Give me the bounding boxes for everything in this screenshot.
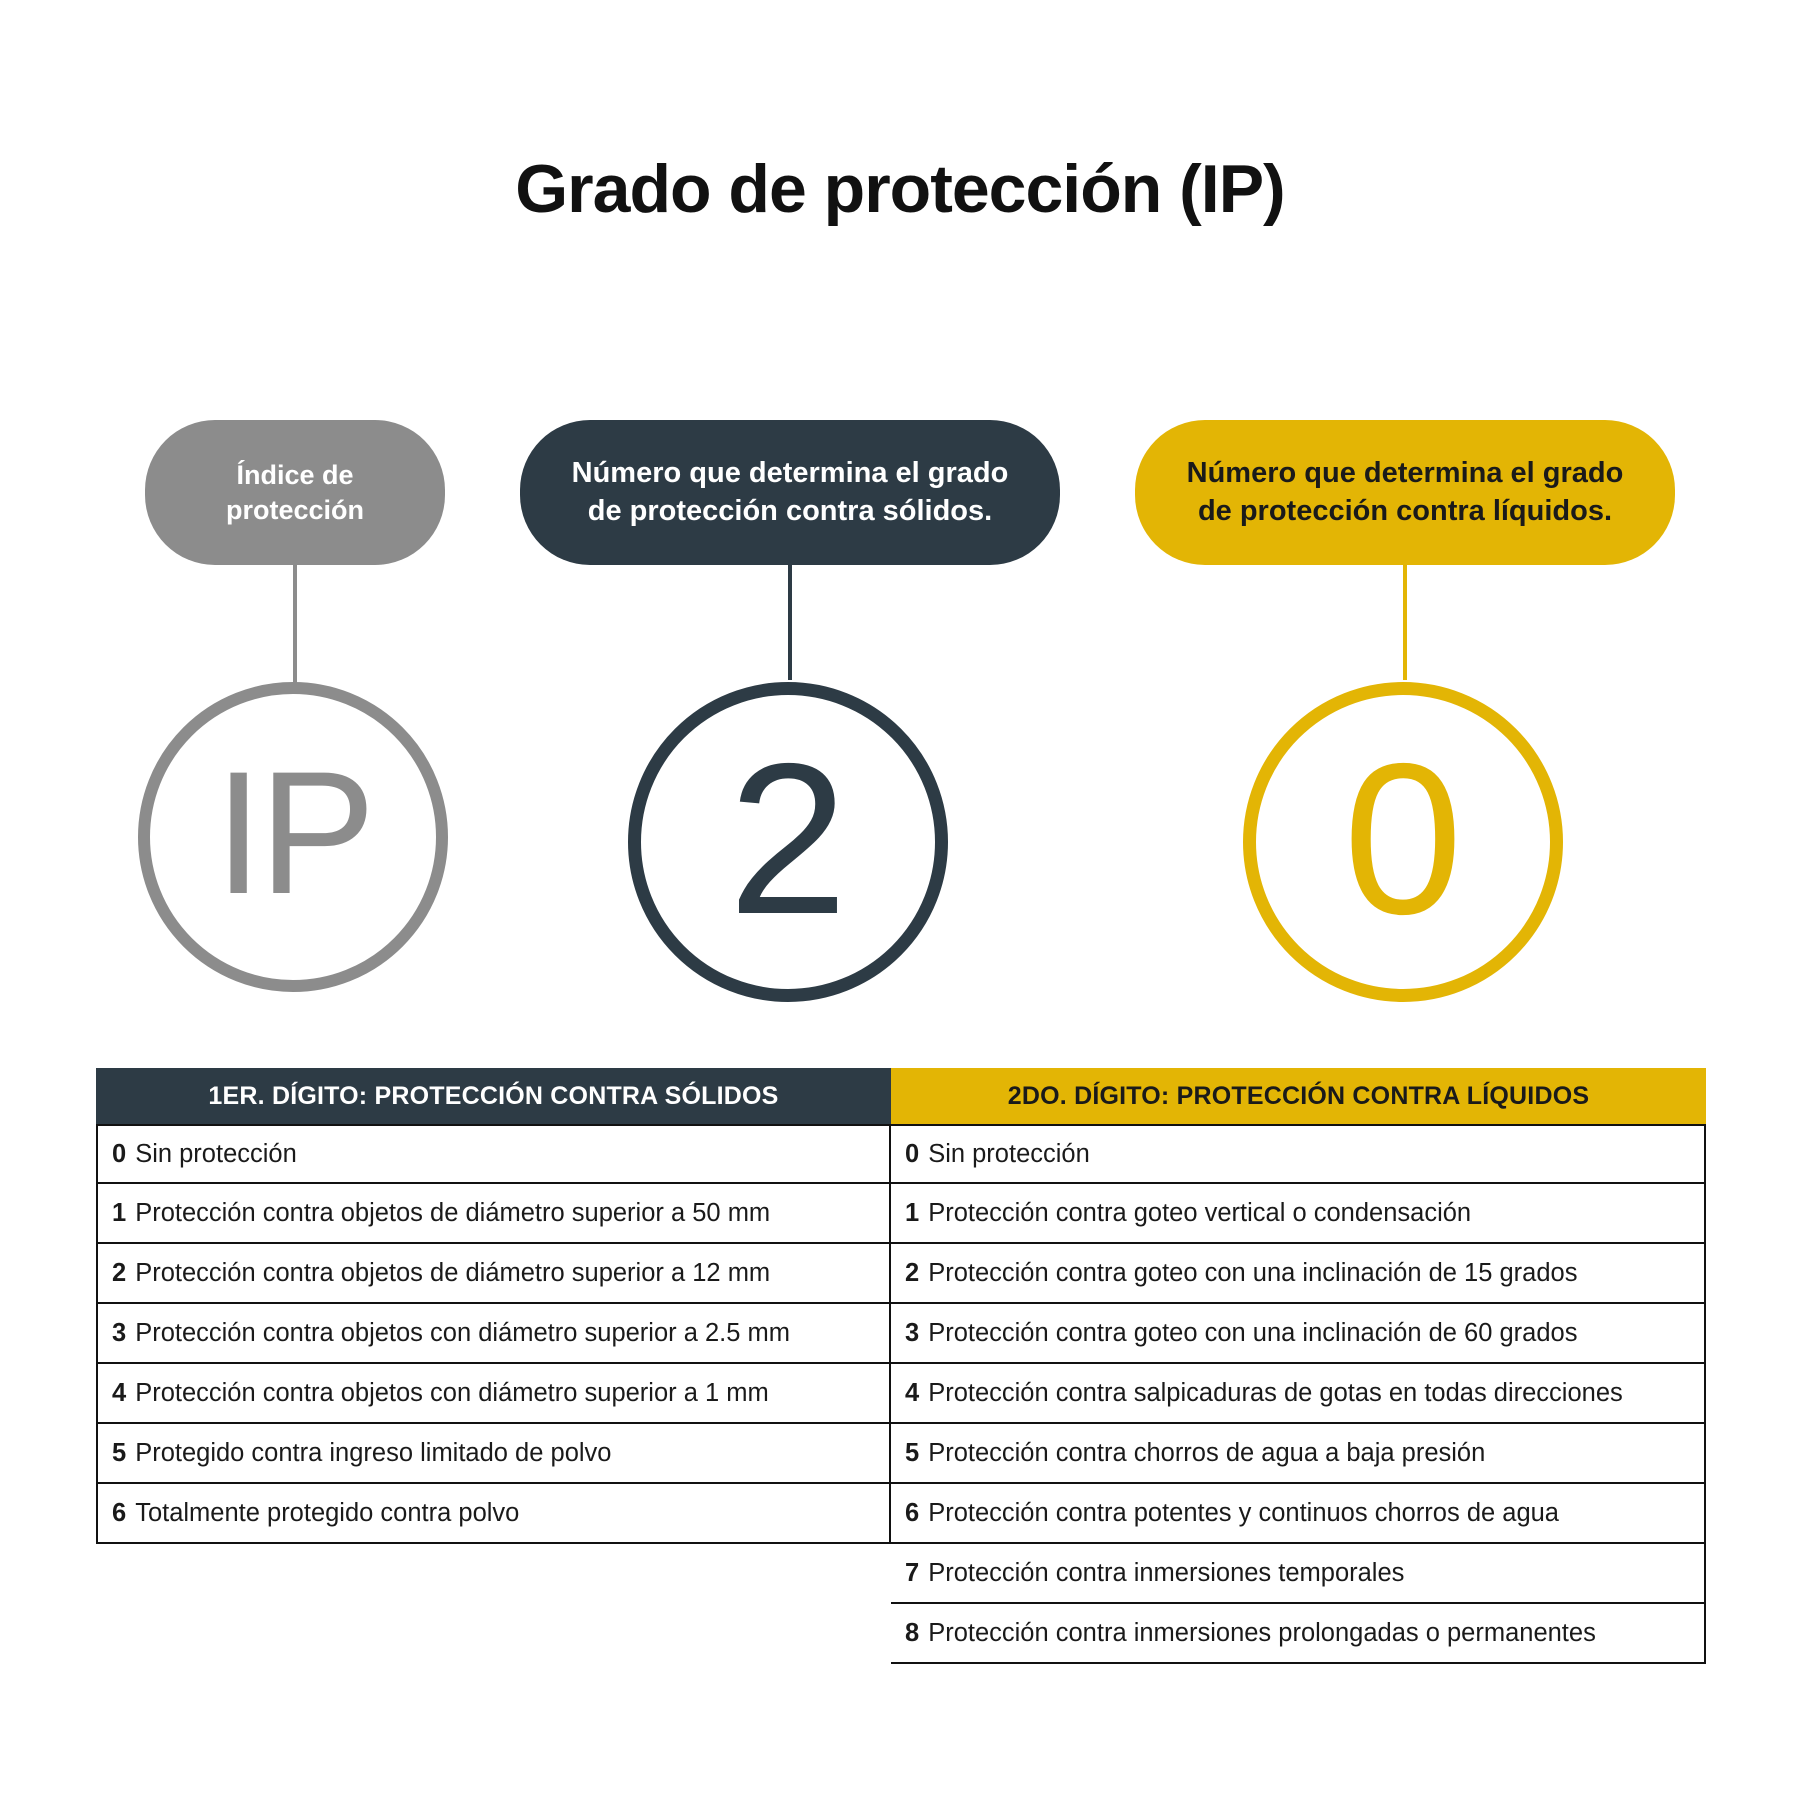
table-row xyxy=(96,1244,891,1304)
table-row xyxy=(891,1244,1706,1304)
table-row xyxy=(96,1184,891,1244)
callout-solids-label xyxy=(520,420,1060,565)
callout-index-line2: protección xyxy=(225,494,365,525)
row-digit: 5 xyxy=(112,1438,127,1467)
row-description: Totalmente protegido contra polvo xyxy=(135,1498,520,1527)
row-digit: 4 xyxy=(112,1378,127,1407)
row-digit: 3 xyxy=(112,1318,127,1347)
row-digit: 1 xyxy=(905,1198,920,1227)
connector-line-liquids xyxy=(1403,565,1407,680)
row-digit: 0 xyxy=(905,1139,920,1168)
row-description: Protección contra potentes y continuos chorros de agua xyxy=(928,1498,1559,1527)
circle-solids-glyph: 2 xyxy=(728,717,848,959)
table-row xyxy=(891,1184,1706,1244)
circle-ip-glyph: IP xyxy=(214,735,372,931)
ip-rating-table xyxy=(96,1068,1706,1664)
table-row xyxy=(891,1424,1706,1484)
row-description: Protección contra inmersiones prolongadas o permanentes xyxy=(928,1618,1596,1647)
callout-liquids-label xyxy=(1135,420,1675,565)
row-digit: 0 xyxy=(112,1139,127,1168)
table-row xyxy=(891,1604,1706,1664)
solids-column xyxy=(96,1068,891,1544)
row-digit: 7 xyxy=(905,1558,920,1587)
connector-line-index xyxy=(293,565,297,695)
callout-solids-line1: Número que determina el grado xyxy=(571,457,1009,490)
solids-column-header: 1ER. DÍGITO: PROTECCIÓN CONTRA SÓLIDOS xyxy=(96,1068,891,1124)
row-digit: 1 xyxy=(112,1198,127,1227)
row-digit: 6 xyxy=(112,1498,127,1527)
row-digit: 2 xyxy=(112,1258,127,1287)
circle-liquids-digit xyxy=(1243,682,1563,1002)
row-description: Protección contra objetos con diámetro superior a 1 mm xyxy=(135,1378,769,1407)
row-description: Protección contra goteo vertical o condensación xyxy=(928,1198,1472,1227)
row-description: Protección contra goteo con una inclinación de 60 grados xyxy=(928,1318,1578,1347)
row-description: Protección contra inmersiones temporales xyxy=(928,1558,1405,1587)
row-description: Protección contra goteo con una inclinación de 15 grados xyxy=(928,1258,1578,1287)
table-row xyxy=(891,1364,1706,1424)
table-row xyxy=(891,1544,1706,1604)
table-row xyxy=(891,1304,1706,1364)
table-row xyxy=(96,1124,891,1184)
ip-breakdown-diagram xyxy=(0,400,1800,1000)
row-digit: 8 xyxy=(905,1618,920,1647)
row-digit: 2 xyxy=(905,1258,920,1287)
row-description: Protección contra salpicaduras de gotas en todas direcciones xyxy=(928,1378,1623,1407)
liquids-column xyxy=(891,1068,1706,1664)
solids-rows xyxy=(96,1124,891,1544)
row-description: Sin protección xyxy=(928,1139,1090,1168)
circle-liquids-glyph: 0 xyxy=(1343,717,1463,959)
callout-index-label xyxy=(145,420,445,565)
row-description: Protección contra objetos de diámetro superior a 50 mm xyxy=(135,1198,771,1227)
callout-liquids-line1: Número que determina el grado xyxy=(1186,457,1624,490)
row-digit: 6 xyxy=(905,1498,920,1527)
row-description: Protección contra objetos con diámetro superior a 2.5 mm xyxy=(135,1318,791,1347)
row-digit: 3 xyxy=(905,1318,920,1347)
row-description: Protección contra objetos de diámetro superior a 12 mm xyxy=(135,1258,771,1287)
callout-liquids-line2: de protección contra líquidos. xyxy=(1197,494,1613,527)
page-title: Grado de protección (IP) xyxy=(515,151,1285,227)
table-row xyxy=(96,1364,891,1424)
circle-ip xyxy=(138,682,448,992)
liquids-column-header: 2DO. DÍGITO: PROTECCIÓN CONTRA LÍQUIDOS xyxy=(891,1068,1706,1124)
table-row xyxy=(96,1424,891,1484)
row-description: Protegido contra ingreso limitado de polvo xyxy=(135,1438,612,1467)
callout-solids-line2: de protección contra sólidos. xyxy=(587,494,993,527)
liquids-rows xyxy=(891,1124,1706,1664)
row-description: Protección contra chorros de agua a baja presión xyxy=(928,1438,1486,1467)
connector-line-solids xyxy=(788,565,792,680)
table-row xyxy=(891,1124,1706,1184)
callout-index-line1: Índice de xyxy=(236,459,354,490)
table-row xyxy=(891,1484,1706,1544)
table-row xyxy=(96,1304,891,1364)
table-row xyxy=(96,1484,891,1544)
row-digit: 5 xyxy=(905,1438,920,1467)
circle-solids-digit xyxy=(628,682,948,1002)
row-digit: 4 xyxy=(905,1378,920,1407)
row-description: Sin protección xyxy=(135,1139,297,1168)
